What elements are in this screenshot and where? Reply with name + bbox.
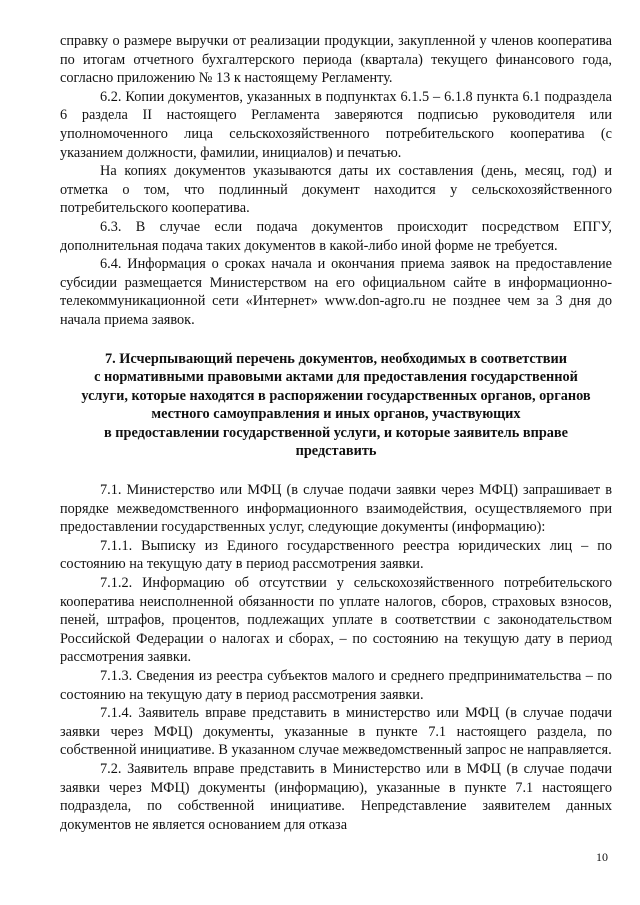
paragraph-6-3: 6.3. В случае если подача документов происходит посредством ЕПГУ, дополнительная подача таких документов в какой-либо иной форме не требуется.: [60, 218, 612, 254]
paragraph-7-2: 7.2. Заявитель вправе представить в Министерство или в МФЦ (в случае подачи заявки через МФЦ) документы (информацию), указанные в пункте 7.1 настоящего подраздела, по собственной инициативе. Непредставление заявителем данных документов не является основанием для отказа: [60, 760, 612, 833]
paragraph-7-1-1: 7.1.1. Выписку из Единого государственного реестра юридических лиц – по состоянию на текущую дату в период рассмотрения заявки.: [60, 537, 612, 573]
paragraph-revenue-certificate: справку о размере выручки от реализации продукции, закупленной у членов кооператива по итогам отчетного бухгалтерского периода (квартала) текущего финансового года, согласно приложению № 13 к настоящему Регламенту.: [60, 33, 612, 87]
heading-line: местного самоуправления и иных органов, участвующих: [151, 406, 521, 423]
paragraph-7-1: 7.1. Министерство или МФЦ (в случае подачи заявки через МФЦ) запрашивает в порядке межведомственного информационного взаимодействия, осуществляемого при предоставлении государственных услуг, следующие документы (информацию):: [60, 482, 612, 536]
bottom-paragraphs: [60, 481, 612, 834]
document-page: [60, 32, 612, 834]
paragraph-7-1-4: 7.1.4. Заявитель вправе представить в министерство или МФЦ (в случае подачи заявки через МФЦ) документы, указанные в пункте 7.1 настоящего раздела, по собственной инициативе. В указанном случае межведомственный запрос не направляется.: [60, 705, 612, 759]
heading-line: услуги, которые находятся в распоряжении государственных органов, органов: [81, 387, 591, 404]
section-7-heading: [60, 350, 612, 462]
paragraph-6-2: 6.2. Копии документов, указанных в подпунктах 6.1.5 – 6.1.8 пункта 6.1 подраздела 6 раздела II настоящего Регламента заверяются подписью руководителя или уполномоченного лица сельскохозяйственного потребительского кооператива (с указанием должности, фамилии, инициалов) и печатью.: [60, 88, 612, 161]
page-number: 10: [596, 850, 608, 864]
paragraph-6-4: 6.4. Информация о сроках начала и окончания приема заявок на предоставление субсидии размещается Министерством на его официальном сайте в информационно-телекоммуникационной сети «Интернет» www.don-agro.ru не позднее чем за 3 дня до начала приема заявок.: [60, 256, 612, 328]
top-paragraphs: [60, 32, 612, 330]
heading-line: 7. Исчерпывающий перечень документов, необходимых в соответствии: [104, 350, 568, 367]
paragraph-copy-dates: На копиях документов указываются даты их составления (день, месяц, год) и отметка о том, что подлинный документ находится у сельскохозяйственного потребительского кооператива.: [60, 163, 612, 217]
heading-line: представить: [295, 443, 377, 460]
heading-line: с нормативными правовыми актами для предоставления государственной: [94, 369, 578, 386]
paragraph-7-1-2: 7.1.2. Информацию об отсутствии у сельскохозяйственного потребительского кооператива неисполненной обязанности по уплате налогов, сборов, страховых взносов, пеней, штрафов, процентов, подлежащих уплате в соответствии с законодательством Российской Федерации о налогах и сборах, – по состоянию на текущую дату в период рассмотрения заявки.: [60, 575, 612, 666]
heading-line: в предоставлении государственной услуги, и которые заявитель вправе: [104, 424, 568, 441]
paragraph-7-1-3: 7.1.3. Сведения из реестра субъектов малого и среднего предпринимательства – по состоянию на текущую дату в период рассмотрения заявки.: [60, 668, 612, 703]
